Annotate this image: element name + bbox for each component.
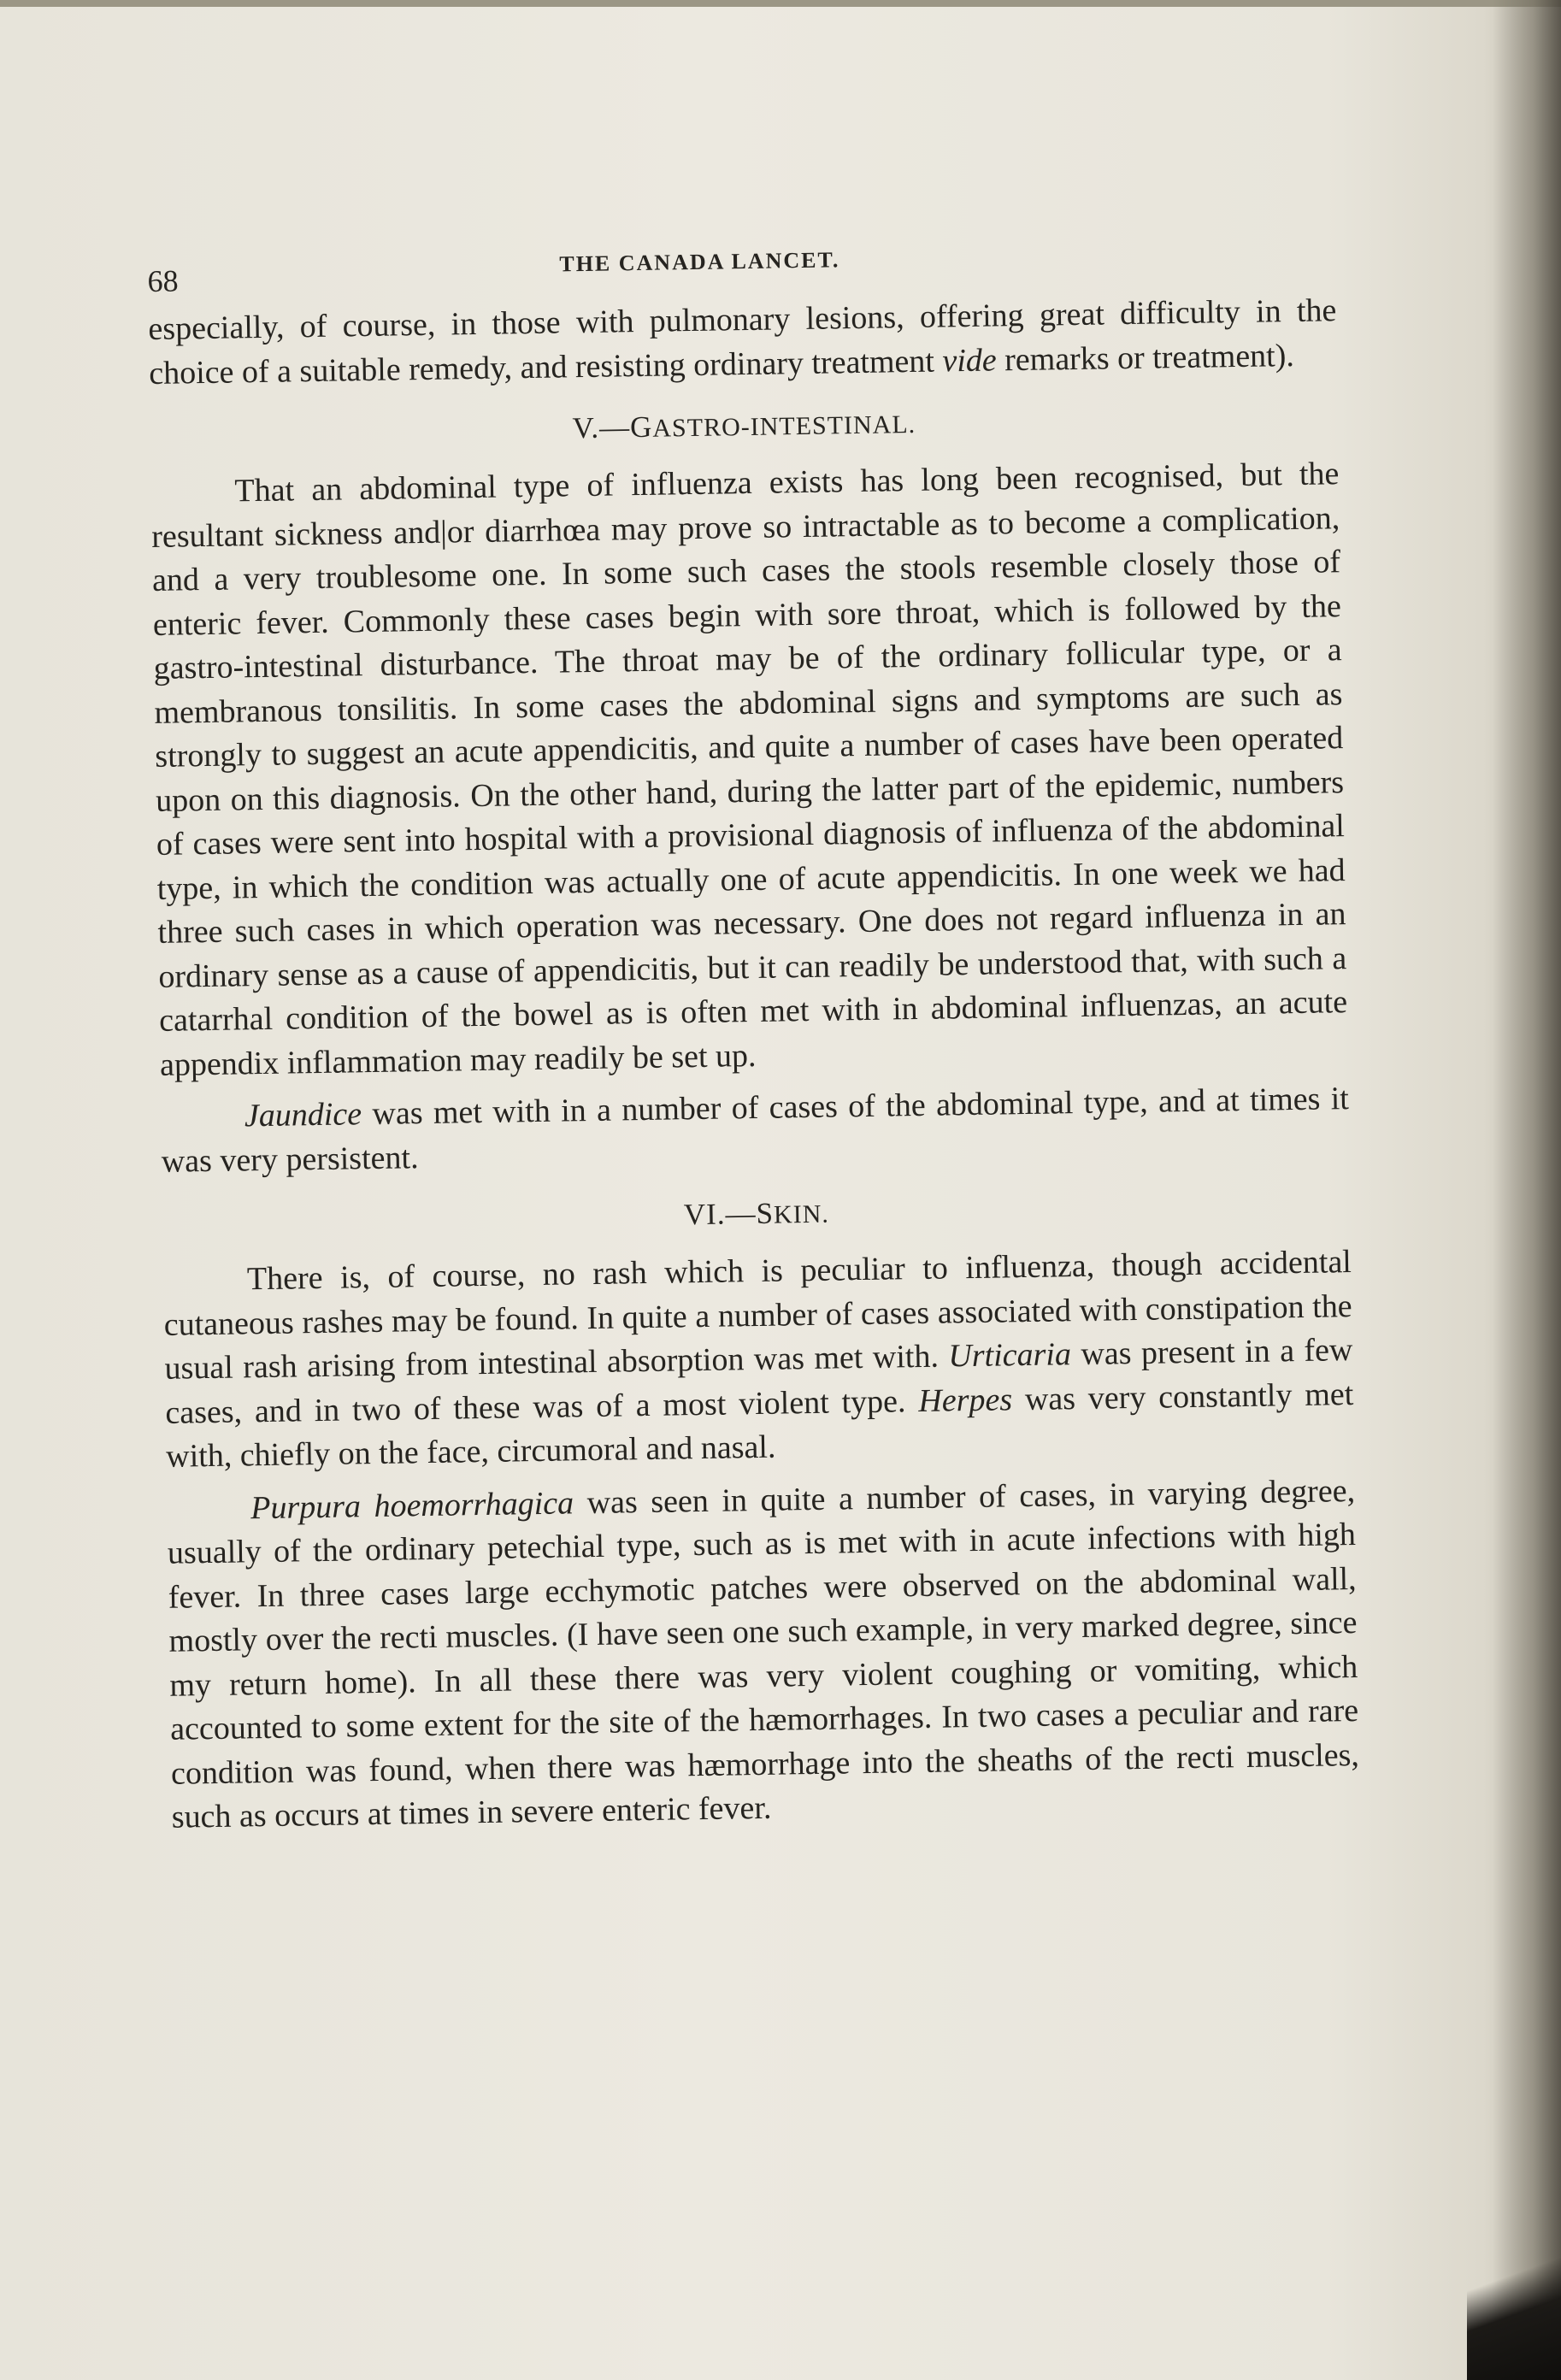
skin-paragraph-1 xyxy=(163,1240,1355,1479)
intro-text-c: remarks or treatment). xyxy=(996,337,1295,378)
skin-heading-numeral: VI.—S xyxy=(683,1196,775,1232)
book-spine-shadow xyxy=(1493,0,1561,2380)
section-heading-skin xyxy=(162,1187,1351,1240)
purpura-term: Purpura hoemorrhagica xyxy=(250,1484,574,1526)
gastro-heading-numeral: V.—G xyxy=(572,409,653,445)
skin-paragraph-1-text-c: was very constantly met with, chiefly on the face, circumoral and nasal. xyxy=(165,1376,1354,1475)
herpes-term: Herpes xyxy=(917,1381,1013,1419)
skin-paragraph-1-text-a: There is, of course, no rash which is peculiar to influenza, though accidental cutaneous rashes may be found. In quite a number of cases associated with constipation the usual rash arising from intestinal absorption was met with. xyxy=(163,1244,1352,1387)
gastro-paragraph-1: That an abdominal type of influenza exists has long been recognised, but the resultant sickness and|or diarrhœa may prove so intractable as to become a complication, and a very troublesome one. In some such cases the stools resemble closely those of enteric fever. Commonly these cases begin with sore throat, which is followed by the gastro-intestinal disturbance. The throat may be of the ordinary follicular type, or a membranous tonsilitis. In some cases the abdominal signs and symptoms are such as strongly to suggest an acute appendicitis, and quite a number of cases have been operated upon on this diagnosis. On the other hand, during the latter part of the epidemic, numbers of cases were sent into hospital with a provisional diagnosis of influenza of the abdominal type, in which the condition was actually one of acute appendicitis. In one week we had three such cases in which operation was necessary. One does not regard influenza in an ordinary sense as a cause of appendicitis, but it can readily be understood that, with such a catarrhal condition of the bowel as is often met with in abdominal influenzas, an acute appendix inflammation may readily be set up. xyxy=(150,456,1348,1083)
gastro-paragraph-2-text: was met with in a number of cases of the abdominal type, and at times it was very persistent. xyxy=(161,1081,1350,1180)
intro-text-vide: vide xyxy=(942,341,998,379)
skin-paragraph-2-text: was seen in quite a number of cases, in varying degree, usually of the ordinary petechial type, such as is met with in acute infections with high fever. In three cases large ecchymotic patches were observed on the abdominal wall, mostly over the recti muscles. (I have seen one such example, in very marked degree, since my return home). In all these there was very violent coughing or vomiting, which accounted to some extent for the site of the hæmorrhages. In two cases a peculiar and rare condition was found, when there was hæmorrhage into the sheaths of the recti muscles, such as occurs at times in severe enteric fever. xyxy=(167,1472,1360,1835)
page-top-edge xyxy=(0,0,1561,7)
page-content xyxy=(147,229,1360,1840)
urticaria-term: Urticaria xyxy=(948,1336,1072,1375)
page-number: 68 xyxy=(147,263,179,298)
skin-paragraph-1-text-b: was present in a few cases, and in two of these was of a most violent type. xyxy=(165,1332,1353,1431)
journal-title: THE CANADA LANCET. xyxy=(559,247,840,277)
skin-paragraph-2 xyxy=(167,1469,1360,1840)
gastro-paragraph-2 xyxy=(161,1077,1350,1184)
page-corner-shadow xyxy=(1467,2209,1561,2380)
skin-heading-rest: KIN. xyxy=(773,1199,830,1229)
intro-text-a: especially, of course, in those with pulmonary lesions, offering great difficulty in the choice of a suitable remedy, and resisting ordinary treatment xyxy=(148,292,1337,392)
section-heading-gastro xyxy=(150,399,1338,452)
gastro-heading-rest: ASTRO-INTESTINAL. xyxy=(652,409,916,443)
intro-paragraph xyxy=(148,289,1337,396)
jaundice-term: Jaundice xyxy=(244,1096,362,1134)
